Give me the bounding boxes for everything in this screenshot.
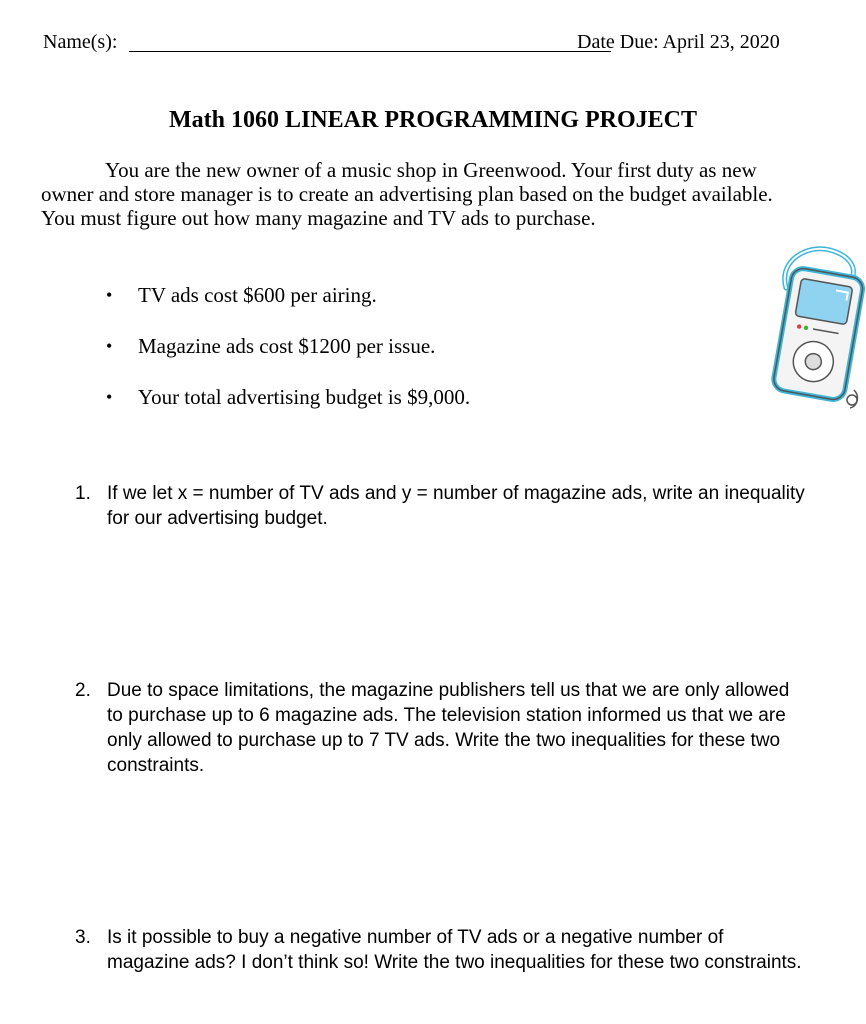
question-text: If we let x = number of TV ads and y = number of magazine ads, write an inequality for our advertising budget. (107, 483, 805, 529)
question-text: Is it possible to buy a negative number of TV ads or a negative number of magazine ads? I don’t think so! Write the two inequalities for these two constraints. (107, 927, 802, 973)
page-title: Math 1060 LINEAR PROGRAMMING PROJECT (169, 107, 697, 133)
question-text: Due to space limitations, the magazine publishers tell us that we are only allowed to purchase up to 6 magazine ads. The television station informed us that we are only allowed to purchase up to 7 TV ads. Write the two inequalities for these two constraints. (107, 680, 790, 776)
bullet-icon: • (106, 336, 113, 356)
bullet-icon: • (106, 387, 113, 407)
question-number: 3. (75, 927, 91, 948)
music-player-icon (768, 240, 866, 412)
list-item (106, 333, 706, 384)
name-label: Name(s): (43, 31, 118, 53)
question-number: 2. (75, 680, 91, 701)
bullet-icon: • (106, 285, 113, 305)
list-item (106, 282, 706, 333)
bullet-text: TV ads cost $600 per airing. (138, 283, 377, 307)
question-number: 1. (75, 483, 91, 504)
bullet-text: Your total advertising budget is $9,000. (138, 385, 471, 409)
cost-bullet-list (106, 282, 706, 435)
list-item (106, 384, 706, 435)
date-due: Date Due: April 23, 2020 (577, 31, 780, 53)
name-blank-line (129, 51, 611, 52)
header-row (43, 29, 803, 55)
bullet-text: Magazine ads cost $1200 per issue. (138, 334, 436, 358)
intro-paragraph: You are the new owner of a music shop in Greenwood. Your first duty as new owner and store manager is to create an advertising plan based on the budget available. You must figure out how many magazine and TV ads to purchase. (41, 158, 773, 230)
